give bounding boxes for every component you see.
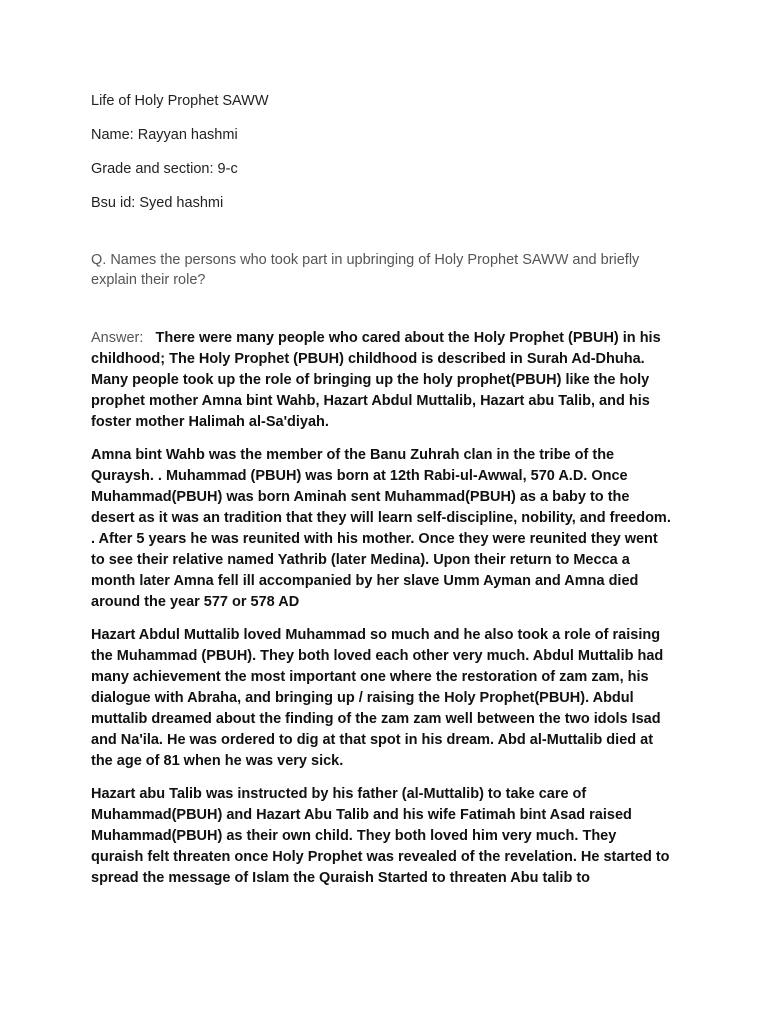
document-title: Life of Holy Prophet SAWW: [91, 93, 269, 109]
document-content: [91, 92, 671, 889]
question-text: Q. Names the persons who took part in upbringing of Holy Prophet SAWW and briefly explain their role?: [91, 252, 640, 288]
student-name: Name: Rayyan hashmi: [91, 127, 238, 143]
paragraph-abdul-muttalib: Hazart Abdul Muttalib loved Muhammad so much and he also took a role of raising the Muhammad (PBUH). They both loved each other very much. Abdul Muttalib had many achievement the most important one where the restoration of zam zam, his dialogue with Abraha, and bringing up / raising the Holy Prophet(PBUH). Abdul muttalib dreamed about the finding of the zam zam well between the two idols Isad and Na'ila. He was ordered to dig at that spot in his dream. Abd al-Muttalib died at the age of 81 when he was very sick.: [91, 627, 664, 769]
bsu-id: Bsu id: Syed hashmi: [91, 195, 224, 211]
answer-block: [91, 328, 671, 433]
grade-section: Grade and section: 9-c: [91, 161, 238, 177]
paragraph-abu-talib: Hazart abu Talib was instructed by his father (al-Muttalib) to take care of Muhammad(PBUH) and Hazart Abu Talib and his wife Fatimah bint Asad raised Muhammad(PBUH) as their own child. They both loved him very much. They quraish felt threaten once Holy Prophet was revealed of the revelation. He started to spread the message of Islam the Quraish Started to threaten Abu talib to: [91, 786, 670, 886]
answer-text: There were many people who cared about the Holy Prophet (PBUH) in his childhood; The Holy Prophet (PBUH) childhood is described in Surah Ad-Dhuha. Many people took up the role of bringing up the holy prophet(PBUH) like the holy prophet mother Amna bint Wahb, Hazart Abdul Muttalib, Hazart abu Talib, and his foster mother Halimah al-Sa'diyah.: [91, 330, 661, 430]
answer-label: Answer:: [91, 330, 144, 346]
paragraph-amna: Amna bint Wahb was the member of the Banu Zuhrah clan in the tribe of the Quraysh. . Muhammad (PBUH) was born at 12th Rabi-ul-Awwal, 570 A.D. Once Muhammad(PBUH) was born Aminah sent Muhammad(PBUH) as a baby to the desert as it was an tradition that they will learn self-discipline, nobility, and freedom. . After 5 years he was reunited with his mother. Once they were reunited they went to see their relative named Yathrib (later Medina). Upon their return to Mecca a month later Amna fell ill accompanied by her slave Umm Ayman and Amna died around the year 577 or 578 AD: [91, 447, 671, 610]
